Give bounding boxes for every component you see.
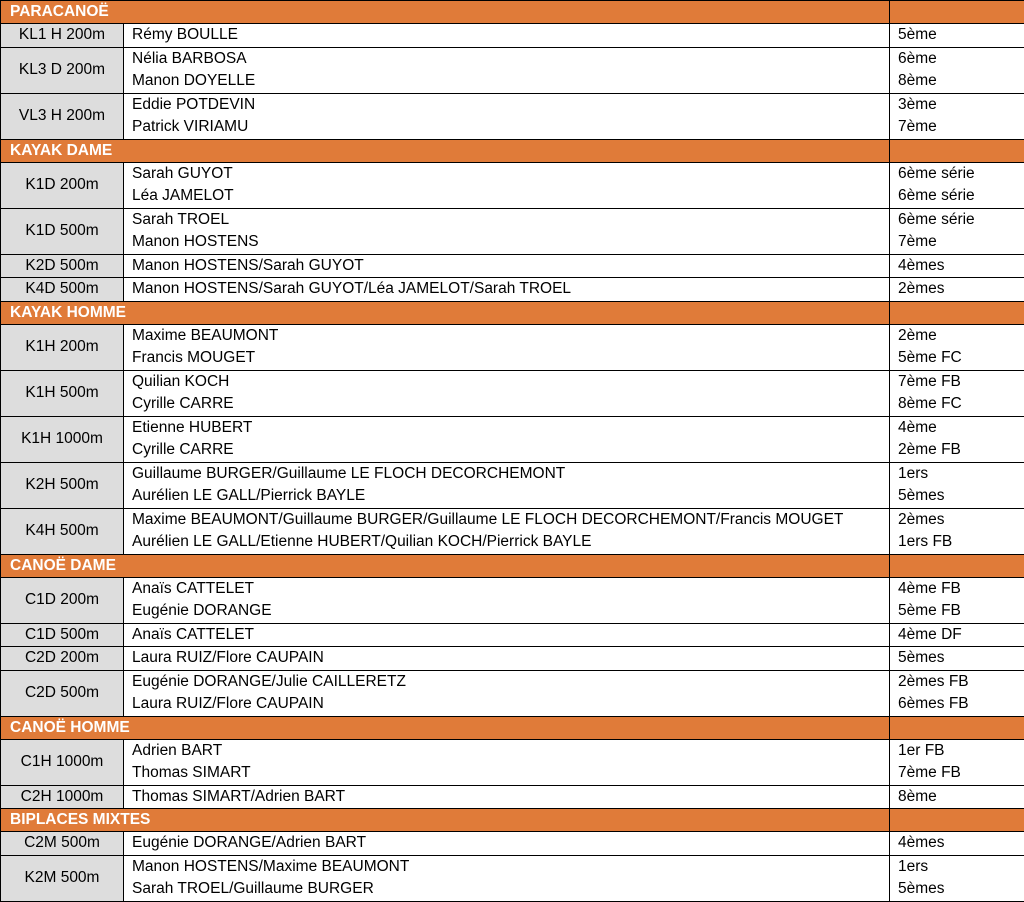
- section-title: PARACANOË: [1, 1, 890, 24]
- section-header-row: [1, 301, 1024, 324]
- result-value: 6èmes FB: [898, 695, 969, 712]
- result-cell: [890, 462, 1024, 508]
- result-cell: [890, 47, 1024, 93]
- result-value: 5èmes: [898, 487, 945, 504]
- section-header-row: [1, 809, 1024, 832]
- table-row: [1, 832, 1024, 856]
- event-cell: KL1 H 200m: [1, 24, 124, 48]
- athlete-name: Eddie POTDEVIN: [132, 95, 256, 113]
- result-value: 6ème série: [898, 210, 975, 228]
- names-cell: [124, 577, 890, 623]
- athlete-name: Cyrille CARRE: [132, 441, 234, 458]
- event-cell: C2D 500m: [1, 670, 124, 716]
- result-cell: [890, 508, 1024, 554]
- athlete-name: Maxime BEAUMONT/Guillaume BURGER/Guillaume LE FLOCH DECORCHEMONT/Francis MOUGET: [132, 510, 844, 528]
- event-cell: K1D 500m: [1, 208, 124, 254]
- section-title: KAYAK HOMME: [1, 301, 890, 324]
- table-row: [1, 647, 1024, 671]
- table-row: [1, 855, 1024, 901]
- event-cell: C2M 500m: [1, 832, 124, 856]
- names-cell: [124, 93, 890, 139]
- athlete-name: Eugénie DORANGE: [132, 602, 272, 619]
- athlete-name: Eugénie DORANGE/Adrien BART: [132, 834, 367, 851]
- result-cell: [890, 162, 1024, 208]
- athlete-name: Léa JAMELOT: [132, 187, 234, 204]
- result-value: 6ème série: [898, 187, 975, 204]
- athlete-name: Manon HOSTENS: [132, 233, 259, 250]
- athlete-name: Eugénie DORANGE/Julie CAILLERETZ: [132, 672, 406, 690]
- event-cell: VL3 H 200m: [1, 93, 124, 139]
- result-value: 2ème: [898, 326, 937, 344]
- athlete-name: Sarah TROEL/Guillaume BURGER: [132, 880, 374, 897]
- table-row: [1, 208, 1024, 254]
- result-value: 7ème FB: [898, 764, 961, 781]
- table-row: [1, 47, 1024, 93]
- names-cell: [124, 370, 890, 416]
- athlete-name: Maxime BEAUMONT: [132, 326, 279, 344]
- event-cell: C2D 200m: [1, 647, 124, 671]
- section-title: CANOË DAME: [1, 554, 890, 577]
- table-row: [1, 254, 1024, 278]
- event-cell: C2H 1000m: [1, 785, 124, 809]
- athlete-name: Manon HOSTENS/Maxime BEAUMONT: [132, 857, 410, 875]
- section-title: KAYAK DAME: [1, 139, 890, 162]
- section-title: CANOË HOMME: [1, 716, 890, 739]
- names-cell: [124, 855, 890, 901]
- names-cell: [124, 647, 890, 671]
- names-cell: [124, 47, 890, 93]
- result-cell: [890, 370, 1024, 416]
- event-cell: K1D 200m: [1, 162, 124, 208]
- names-cell: [124, 508, 890, 554]
- athlete-name: Sarah TROEL: [132, 210, 230, 228]
- result-value: 5ème: [898, 26, 937, 43]
- section-header-empty-cell: [890, 139, 1024, 162]
- athlete-name: Manon HOSTENS/Sarah GUYOT/Léa JAMELOT/Sarah TROEL: [132, 280, 572, 297]
- result-value: 4ème DF: [898, 625, 962, 643]
- athlete-name: Quilian KOCH: [132, 372, 230, 390]
- athlete-name: Rémy BOULLE: [132, 26, 238, 43]
- athlete-name: Etienne HUBERT: [132, 418, 253, 436]
- table-row: [1, 370, 1024, 416]
- result-value: 1ers FB: [898, 533, 953, 550]
- result-value: 4èmes: [898, 834, 945, 851]
- athlete-name: Thomas SIMART/Adrien BART: [132, 787, 346, 805]
- names-cell: [124, 462, 890, 508]
- result-value: 7ème FB: [898, 372, 961, 390]
- result-value: 4ème FB: [898, 579, 961, 597]
- names-cell: [124, 670, 890, 716]
- event-cell: K1H 200m: [1, 324, 124, 370]
- athlete-name: Manon HOSTENS/Sarah GUYOT: [132, 256, 364, 274]
- names-cell: [124, 324, 890, 370]
- result-value: 5ème FB: [898, 602, 961, 619]
- result-value: 1er FB: [898, 741, 945, 759]
- athlete-name: Francis MOUGET: [132, 349, 256, 366]
- athlete-name: Laura RUIZ/Flore CAUPAIN: [132, 695, 324, 712]
- result-cell: [890, 855, 1024, 901]
- names-cell: [124, 278, 890, 302]
- result-cell: [890, 278, 1024, 302]
- result-value: 7ème: [898, 118, 937, 135]
- table-row: [1, 462, 1024, 508]
- section-header-row: [1, 139, 1024, 162]
- result-value: 3ème: [898, 95, 937, 113]
- section-header-empty-cell: [890, 554, 1024, 577]
- athlete-name: Cyrille CARRE: [132, 395, 234, 412]
- athlete-name: Patrick VIRIAMU: [132, 118, 249, 135]
- athlete-name: Sarah GUYOT: [132, 164, 233, 182]
- event-cell: C1D 200m: [1, 577, 124, 623]
- table-row: [1, 324, 1024, 370]
- table-row: [1, 24, 1024, 48]
- event-cell: K2M 500m: [1, 855, 124, 901]
- event-cell: K2H 500m: [1, 462, 124, 508]
- event-cell: C1D 500m: [1, 623, 124, 647]
- result-value: 5ème FC: [898, 349, 962, 366]
- result-cell: [890, 577, 1024, 623]
- event-cell: C1H 1000m: [1, 739, 124, 785]
- results-table-body: [1, 1, 1024, 902]
- names-cell: [124, 739, 890, 785]
- section-header-row: [1, 554, 1024, 577]
- result-cell: [890, 647, 1024, 671]
- result-cell: [890, 24, 1024, 48]
- result-value: 1ers: [898, 857, 929, 875]
- section-header-empty-cell: [890, 1, 1024, 24]
- event-cell: K1H 500m: [1, 370, 124, 416]
- table-row: [1, 623, 1024, 647]
- result-cell: [890, 208, 1024, 254]
- names-cell: [124, 254, 890, 278]
- athlete-name: Laura RUIZ/Flore CAUPAIN: [132, 649, 324, 666]
- athlete-name: Thomas SIMART: [132, 764, 251, 781]
- result-cell: [890, 623, 1024, 647]
- athlete-name: Manon DOYELLE: [132, 72, 256, 89]
- athlete-name: Aurélien LE GALL/Etienne HUBERT/Quilian KOCH/Pierrick BAYLE: [132, 533, 592, 550]
- names-cell: [124, 208, 890, 254]
- names-cell: [124, 162, 890, 208]
- names-cell: [124, 416, 890, 462]
- event-cell: K1H 1000m: [1, 416, 124, 462]
- result-value: 5èmes: [898, 649, 945, 666]
- result-value: 2èmes: [898, 280, 945, 297]
- result-value: 7ème: [898, 233, 937, 250]
- result-cell: [890, 670, 1024, 716]
- table-row: [1, 508, 1024, 554]
- event-cell: K2D 500m: [1, 254, 124, 278]
- result-value: 8ème FC: [898, 395, 962, 412]
- result-cell: [890, 254, 1024, 278]
- athlete-name: Aurélien LE GALL/Pierrick BAYLE: [132, 487, 366, 504]
- names-cell: [124, 24, 890, 48]
- event-cell: K4D 500m: [1, 278, 124, 302]
- result-value: 5èmes: [898, 880, 945, 897]
- athlete-name: Guillaume BURGER/Guillaume LE FLOCH DECORCHEMONT: [132, 464, 566, 482]
- section-header-empty-cell: [890, 301, 1024, 324]
- result-cell: [890, 93, 1024, 139]
- result-value: 6ème: [898, 49, 937, 67]
- table-row: [1, 739, 1024, 785]
- result-value: 2èmes: [898, 510, 945, 528]
- table-row: [1, 278, 1024, 302]
- result-value: 8ème: [898, 72, 937, 89]
- result-value: 2èmes FB: [898, 672, 969, 690]
- result-value: 6ème série: [898, 164, 975, 182]
- athlete-name: Anaïs CATTELET: [132, 625, 255, 643]
- result-value: 4èmes: [898, 256, 945, 274]
- athlete-name: Nélia BARBOSA: [132, 49, 247, 67]
- result-value: 4ème: [898, 418, 937, 436]
- athlete-name: Adrien BART: [132, 741, 223, 759]
- result-value: 2ème FB: [898, 441, 961, 458]
- names-cell: [124, 785, 890, 809]
- table-row: [1, 785, 1024, 809]
- table-row: [1, 670, 1024, 716]
- result-cell: [890, 324, 1024, 370]
- event-cell: K4H 500m: [1, 508, 124, 554]
- result-cell: [890, 785, 1024, 809]
- section-title: BIPLACES MIXTES: [1, 809, 890, 832]
- section-header-empty-cell: [890, 716, 1024, 739]
- section-header-row: [1, 716, 1024, 739]
- names-cell: [124, 832, 890, 856]
- names-cell: [124, 623, 890, 647]
- athlete-name: Anaïs CATTELET: [132, 579, 255, 597]
- result-cell: [890, 739, 1024, 785]
- event-cell: KL3 D 200m: [1, 47, 124, 93]
- result-cell: [890, 416, 1024, 462]
- section-header-empty-cell: [890, 809, 1024, 832]
- table-row: [1, 416, 1024, 462]
- table-row: [1, 577, 1024, 623]
- table-row: [1, 162, 1024, 208]
- result-cell: [890, 832, 1024, 856]
- result-value: 8ème: [898, 787, 937, 805]
- table-row: [1, 93, 1024, 139]
- result-value: 1ers: [898, 464, 929, 482]
- section-header-row: [1, 1, 1024, 24]
